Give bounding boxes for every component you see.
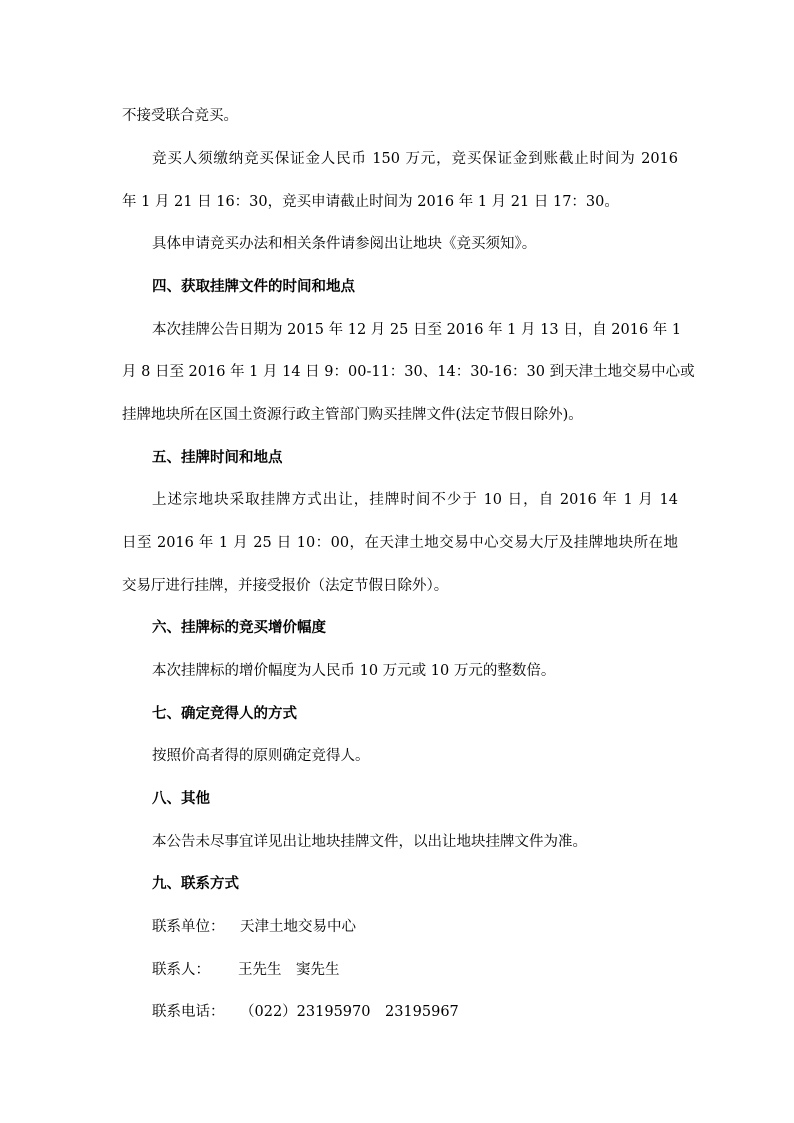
paragraph-line: 月 8 日至 2016 年 1 月 14 日 9：00-11：30、14：30-16：30 到天津土地交易中心或 bbox=[122, 364, 695, 380]
paragraph-line: 本公告未尽事宜详见出让地块挂牌文件，以出让地块挂牌文件为准。 bbox=[152, 834, 587, 850]
paragraph-line: 年 1 月 21 日 16：30，竞买申请截止时间为 2016 年 1 月 21 日 17：30。 bbox=[122, 194, 619, 210]
contact-unit-value: 天津土地交易中心 bbox=[240, 919, 356, 935]
paragraph-line: 竞买人须缴纳竞买保证金人民币 150 万元，竞买保证金到账截止时间为 2016 bbox=[152, 151, 678, 167]
paragraph-line: 上述宗地块采取挂牌方式出让，挂牌时间不少于 10 日，自 2016 年 1 月 14 bbox=[152, 492, 678, 508]
paragraph-line: 具体申请竞买办法和相关条件请参阅出让地块《竞买须知》。 bbox=[152, 236, 537, 252]
contact-unit-row bbox=[152, 917, 678, 937]
paragraph-line: 不接受联合竞买。 bbox=[122, 108, 238, 124]
contact-phone-row bbox=[152, 1002, 678, 1022]
paragraph-line: 本次挂牌公告日期为 2015 年 12 月 25 日至 2016 年 1 月 13 日，自 2016 年 1 bbox=[152, 322, 682, 338]
section-heading: 九、联系方式 bbox=[152, 876, 239, 892]
section-heading: 八、其他 bbox=[152, 791, 210, 807]
contact-person-value: 王先生 窦先生 bbox=[238, 962, 340, 978]
paragraph-line: 挂牌地块所在区国土资源行政主管部门购买挂牌文件(法定节假日除外)。 bbox=[122, 407, 583, 423]
section-heading: 五、挂牌时间和地点 bbox=[152, 450, 283, 466]
contact-person-label: 联系人： bbox=[152, 962, 210, 978]
contact-unit-label: 联系单位： bbox=[152, 919, 225, 935]
paragraph-line: 交易厅进行挂牌，并接受报价（法定节假日除外）。 bbox=[122, 578, 449, 594]
section-heading: 七、确定竞得人的方式 bbox=[152, 706, 297, 722]
section-heading: 四、获取挂牌文件的时间和地点 bbox=[152, 279, 355, 295]
paragraph-line: 按照价高者得的原则确定竞得人。 bbox=[152, 748, 370, 764]
contact-phone-value: （022）23195970 23195967 bbox=[240, 1004, 459, 1020]
section-heading: 六、挂牌标的竞买增价幅度 bbox=[152, 620, 326, 636]
paragraph-line: 本次挂牌标的增价幅度为人民币 10 万元或 10 万元的整数倍。 bbox=[152, 663, 556, 679]
contact-phone-label: 联系电话： bbox=[152, 1004, 225, 1020]
paragraph-line: 日至 2016 年 1 月 25 日 10：00，在天津土地交易中心交易大厅及挂牌地块所在地 bbox=[122, 535, 678, 551]
contact-person-row bbox=[152, 960, 678, 980]
